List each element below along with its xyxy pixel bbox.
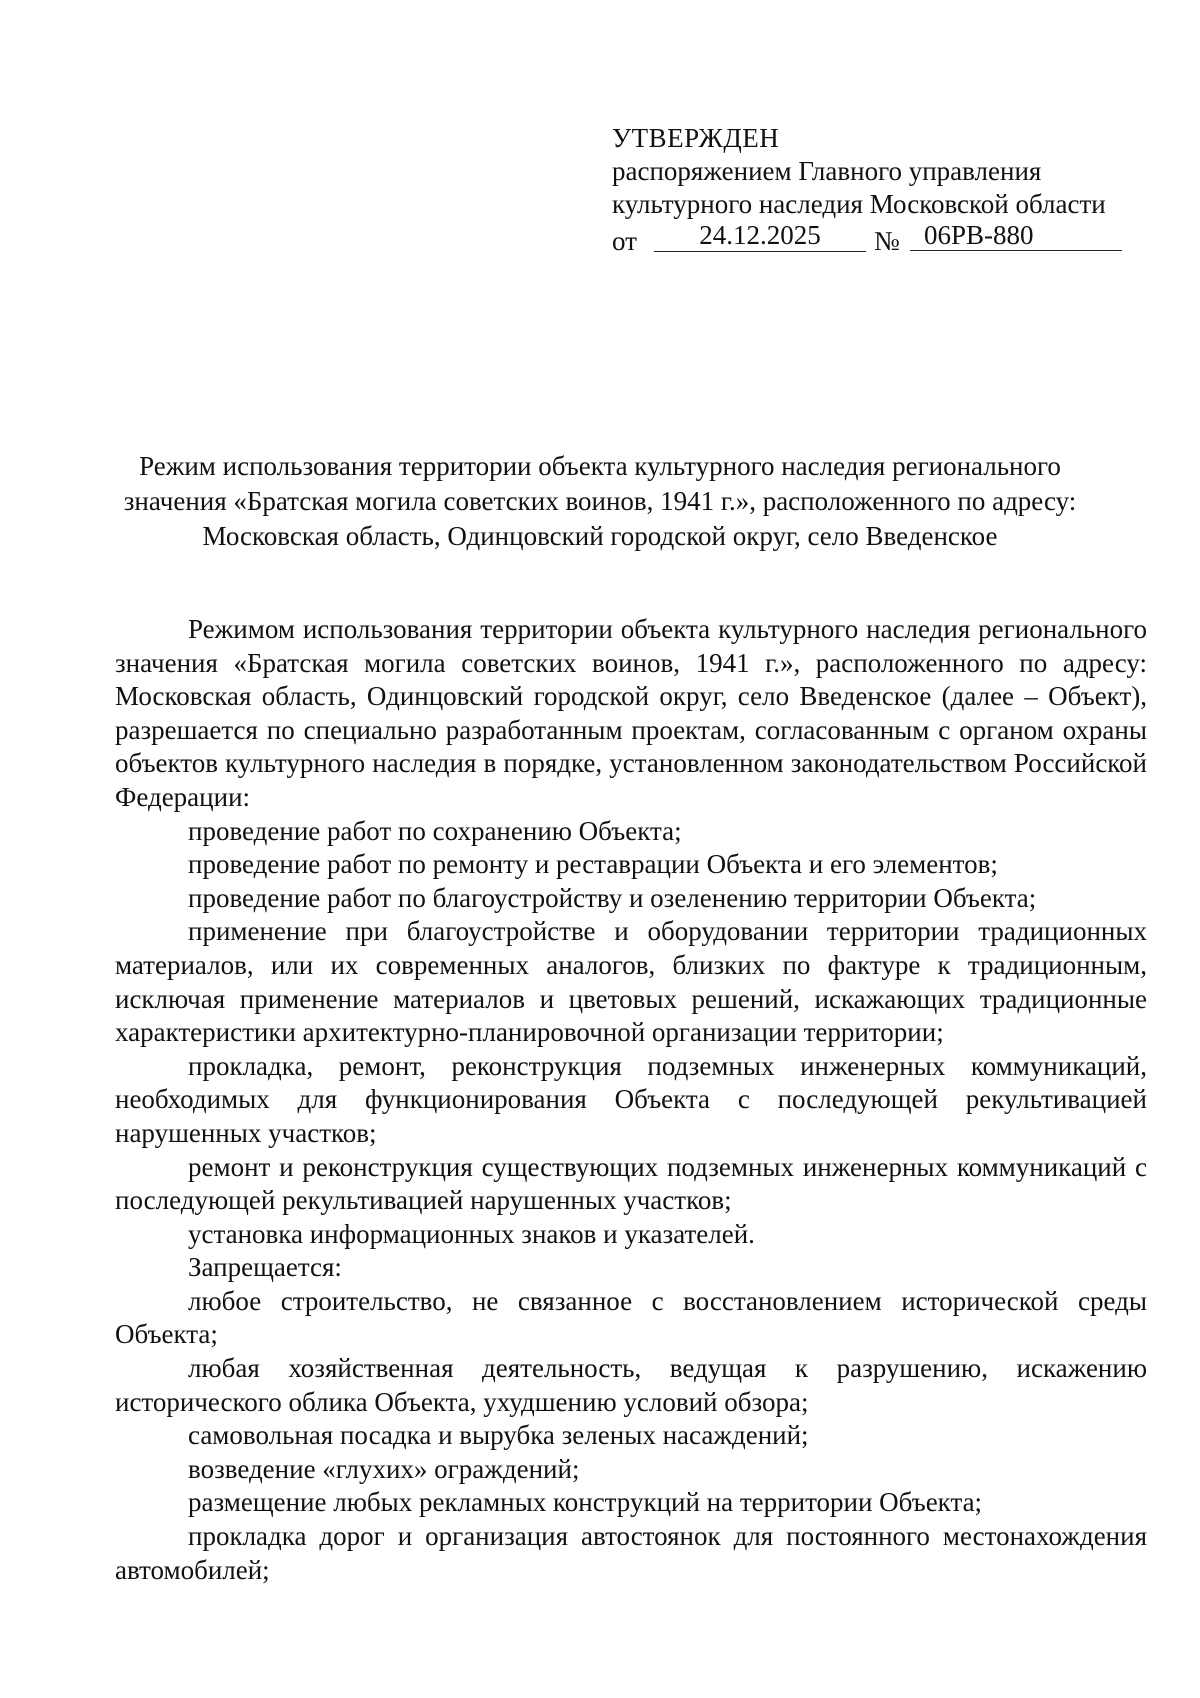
body-paragraph: Запрещается: [188, 1252, 342, 1283]
document-title [118, 449, 1082, 554]
body-paragraph: размещение любых рекламных конструкций на территории Объекта; [188, 1487, 983, 1518]
body-paragraph: применение при благоустройстве и оборудовании территории традиционных материалов, или их современных аналогов, близких по фактуре к традиционным, исключая применение материалов и цветовых решений, искажающих традиционные характеристики архитектурно-планировочной организации территории; [115, 916, 1147, 1048]
body-paragraph: прокладка, ремонт, реконструкция подземных инженерных коммуникаций, необходимых для функционирования Объекта с последующей рекультивацией нарушенных участков; [115, 1050, 1147, 1148]
approval-number: 06РВ-880 [910, 219, 1122, 251]
approval-heading: УТВЕРЖДЕН [612, 123, 780, 153]
title-line-1: Режим использования территории объекта культурного наследия регионального [139, 451, 1061, 481]
approval-number-sign: № [874, 226, 900, 256]
approval-line-2: культурного наследия Московской области [612, 189, 1106, 219]
body-paragraph: ремонт и реконструкция существующих подземных инженерных коммуникаций с последующей рекультивацией нарушенных участков; [115, 1151, 1147, 1216]
body-paragraph: любая хозяйственная деятельность, ведущая к разрушению, искажению исторического облика Объекта, ухудшению условий обзора; [115, 1353, 1147, 1417]
body-paragraph: прокладка дорог и организация автостоянок для постоянного местонахождения автомобилей; [115, 1521, 1147, 1585]
approval-block [612, 122, 1132, 255]
body-paragraph: любое строительство, не связанное с восстановлением исторической среды Объекта; [115, 1285, 1147, 1350]
approval-from-label: от [612, 226, 637, 256]
body-paragraph: установка информационных знаков и указателей. [188, 1218, 755, 1249]
title-line-2: значения «Братская могила советских воинов, 1941 г.», расположенного по адресу: [123, 486, 1077, 516]
document-body [115, 613, 1147, 1587]
body-paragraph: проведение работ по благоустройству и озеленению территории Объекта; [188, 882, 1037, 913]
body-paragraph: проведение работ по сохранению Объекта; [188, 815, 682, 846]
approval-date: 24.12.2025 [654, 219, 866, 252]
body-paragraph: проведение работ по ремонту и реставрации Объекта и его элементов; [188, 849, 998, 880]
body-paragraph: возведение «глухих» ограждений; [188, 1453, 580, 1484]
body-paragraph: Режимом использования территории объекта культурного наследия регионального значения «Братская могила советских воинов, 1941 г.», расположенного по адресу: Московская область, Одинцовский городской округ, село Введенское (далее – Объект), разрешается по специально разработанным проектам, согласованным с органом охраны объектов культурного наследия в порядке, установленном законодательством Российской Федерации: [115, 614, 1147, 812]
approval-reference [612, 219, 1132, 255]
title-line-3: Московская область, Одинцовский городской округ, село Введенское [202, 521, 998, 551]
approval-line-1: распоряжением Главного управления [612, 156, 1042, 186]
body-paragraph: самовольная посадка и вырубка зеленых насаждений; [188, 1420, 809, 1451]
